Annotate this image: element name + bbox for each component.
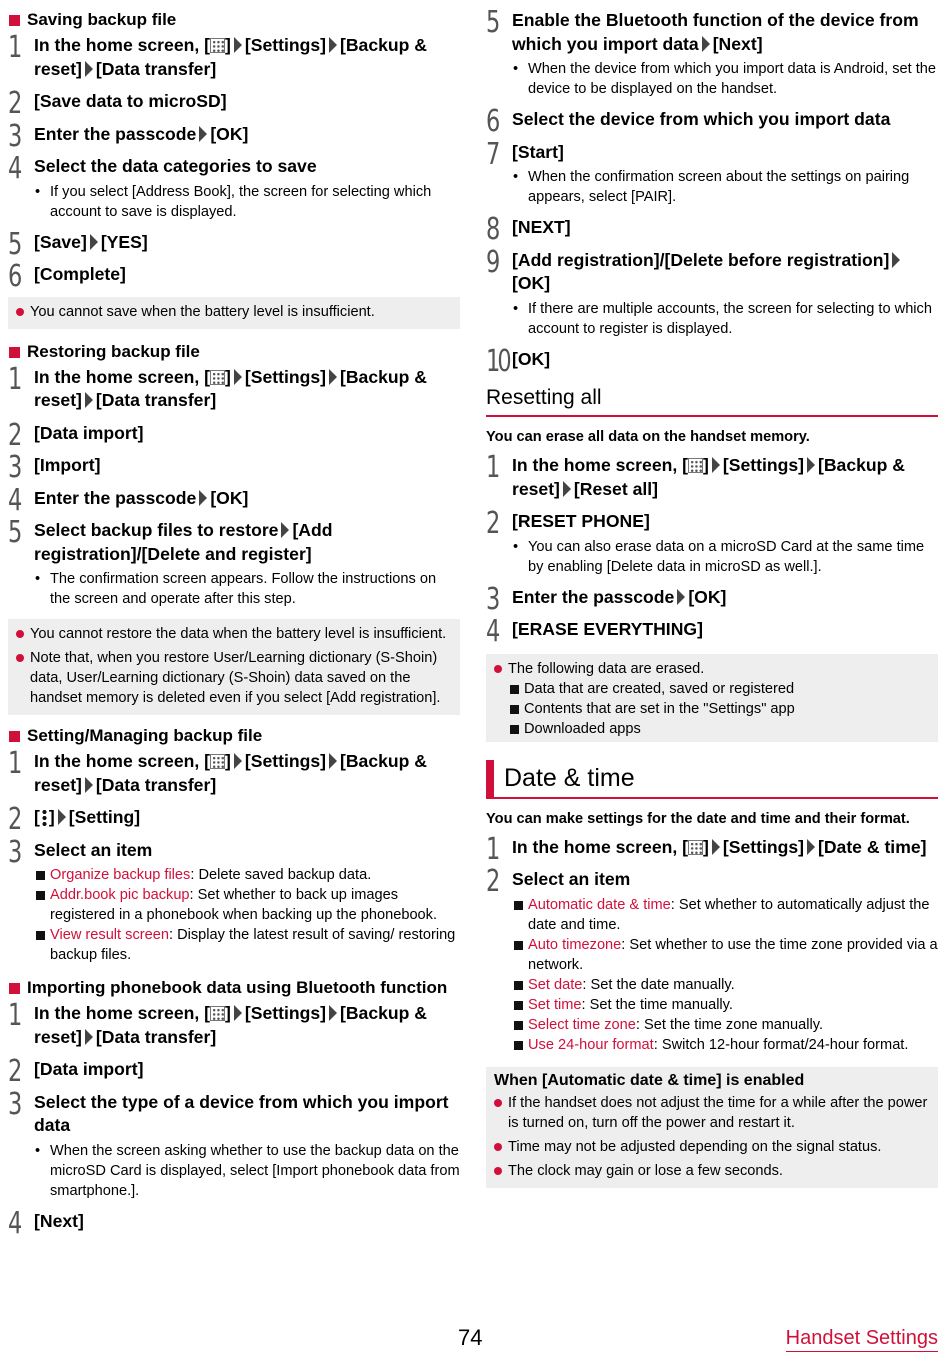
arrow-icon [85, 1029, 93, 1045]
step [486, 104, 938, 139]
step-text: [Next] [34, 1210, 84, 1231]
step [8, 226, 460, 262]
step [8, 118, 460, 154]
step-number: 1 [8, 30, 21, 65]
step-text: [Data transfer] [95, 390, 217, 410]
step-text: [Backup & reset] [34, 1003, 427, 1047]
step-number: 5 [8, 226, 21, 262]
bullet: • If you select [Address Book], the screen for selecting which account to save is displayed. [8, 182, 460, 222]
lead-text: You can erase all data on the handset memory. [486, 429, 810, 445]
apps-icon [210, 1006, 225, 1021]
right-column [486, 0, 938, 1188]
item-name: Automatic date & time [528, 896, 671, 913]
step [486, 136, 938, 172]
step [486, 212, 938, 247]
step-text: [Start] [512, 141, 564, 162]
page-number: 74 [458, 1325, 483, 1350]
step-text: [OK] [688, 586, 727, 607]
step-text: In the home screen, [ [34, 366, 210, 387]
arrow-icon [329, 37, 337, 53]
step-text: ] [224, 366, 231, 387]
step-text: [Settings] [244, 751, 326, 771]
step-text: [Backup & reset] [512, 455, 905, 499]
list-item [486, 1035, 938, 1055]
step-text: Select an item [34, 839, 153, 860]
step-text: Enter the passcode [34, 487, 197, 508]
step-text: [Add registration]/[Delete and register] [34, 520, 333, 564]
step-text: [RESET PHONE] [512, 511, 650, 531]
bullet: • When the device from which you import data is Android, set the device to be displayed on the handset. [486, 59, 938, 99]
arrow-icon [807, 457, 815, 473]
step [486, 244, 938, 296]
step-text: [Data import] [34, 1059, 144, 1079]
item-desc: : Delete saved backup data. [190, 867, 372, 883]
step-number: 2 [8, 802, 21, 837]
step-text: [Settings] [244, 1003, 326, 1023]
step-text: [Data import] [34, 422, 144, 443]
arrow-icon [563, 481, 571, 497]
list-item [8, 885, 460, 925]
step-text: In the home screen, [ [34, 751, 210, 771]
step-number: 2 [8, 417, 21, 453]
list-item [8, 865, 460, 885]
step-text: ] [48, 807, 55, 827]
item-desc: : Display the latest result of saving/ restoring backup files. [50, 927, 456, 963]
heading-date-time: Date & time [486, 760, 938, 799]
arrow-icon [892, 252, 900, 268]
step-number: 1 [8, 361, 21, 397]
step-number: 5 [8, 515, 21, 550]
step-text: Select an item [512, 869, 631, 889]
step-text: [Save data to microSD] [34, 91, 227, 111]
step-text: Select backup files to restore [34, 520, 279, 540]
step-number: 5 [486, 5, 499, 40]
note-box [8, 297, 460, 329]
arrow-icon [85, 61, 93, 77]
step [8, 151, 460, 186]
list-item [486, 995, 938, 1015]
note-subitem: Contents that are set in the "Settings" app [494, 699, 932, 719]
step-number: 3 [8, 450, 21, 485]
step-text: [Import] [34, 455, 101, 475]
arrow-icon [199, 490, 207, 506]
step-text: Select the data categories to save [34, 156, 317, 176]
note-box [486, 654, 938, 742]
bullet: • The confirmation screen appears. Follow the instructions on the screen and operate after this step. [8, 569, 460, 609]
step-text: [Settings] [722, 455, 804, 475]
bullet: • When the confirmation screen about the settings on pairing appears, select [PAIR]. [486, 167, 938, 207]
step [486, 343, 938, 379]
step-number: 4 [8, 482, 21, 518]
item-name: Organize backup files [50, 867, 191, 883]
step [486, 450, 938, 501]
item-desc: : Switch 12-hour format/24-hour format. [653, 1036, 909, 1053]
item-desc: : Set the time zone manually. [635, 1016, 824, 1033]
step-number: 2 [8, 1054, 21, 1089]
arrow-icon [234, 369, 242, 385]
item-name: Auto timezone [528, 936, 622, 953]
step-number: 1 [8, 998, 21, 1033]
step-text: [Date & time] [817, 836, 927, 857]
step-text: [YES] [100, 231, 148, 252]
section-title: Restoring backup file [27, 341, 200, 361]
step [8, 515, 460, 566]
step-text: In the home screen, [ [34, 35, 210, 55]
left-column [8, 0, 460, 1241]
note-item: The clock may gain or lose a few seconds. [494, 1161, 932, 1181]
step-text: [Next] [712, 33, 763, 54]
step-text: ] [702, 836, 709, 857]
step [8, 417, 460, 453]
step [8, 746, 460, 797]
section-managing-backup [8, 725, 460, 747]
step-text: [Add registration]/[Delete before registration] [512, 249, 890, 270]
item-name: View result screen [50, 927, 169, 943]
list-item [486, 935, 938, 975]
step-number: 1 [486, 450, 499, 485]
step-text: [Reset all] [573, 478, 659, 499]
arrow-icon [677, 589, 685, 605]
step [8, 834, 460, 870]
step-text: [Save] [34, 231, 87, 252]
step [8, 259, 460, 294]
arrow-icon [234, 37, 242, 53]
step-number: 4 [8, 151, 21, 186]
footer-section-link[interactable]: Handset Settings [786, 1325, 938, 1352]
section-title: Saving backup file [27, 10, 177, 29]
item-desc: : Set whether to back up images registered in a phonebook when backing up the phonebook. [50, 887, 438, 923]
step-text: [ [34, 807, 40, 827]
arrow-icon [85, 392, 93, 408]
step-number: 9 [486, 244, 499, 280]
step [8, 1205, 460, 1241]
arrow-icon [90, 234, 98, 250]
bullet: • You can also erase data on a microSD Card at the same time by enabling [Delete data in microSD as well.]. [486, 537, 938, 577]
step-text: [OK] [210, 123, 249, 144]
step [8, 1054, 460, 1089]
step [8, 361, 460, 413]
item-name: Select time zone [528, 1016, 636, 1033]
heading-resetting-all: Resetting all [486, 385, 938, 417]
step-text: In the home screen, [ [34, 1003, 210, 1023]
note-box [8, 619, 460, 715]
step [486, 506, 938, 541]
step-text: [OK] [512, 273, 551, 293]
step-text: [Setting] [68, 807, 141, 827]
arrow-icon [807, 839, 815, 855]
step-text: [ERASE EVERYTHING] [512, 619, 703, 639]
lead-text: You can make settings for the date and time and their format. [486, 810, 910, 827]
arrow-icon [702, 36, 710, 52]
note-item: If the handset does not adjust the time for a while after the power is turned on, turn off the power and restart it. [494, 1093, 932, 1133]
step [8, 30, 460, 81]
step-text: In the home screen, [ [512, 836, 688, 857]
step [486, 5, 938, 56]
bullet: • When the screen asking whether to use the backup data on the microSD Card is displayed, select [Import phonebook data from smartphone.]. [8, 1141, 460, 1201]
step-text: [Settings] [244, 35, 326, 55]
step-text: [Data transfer] [95, 58, 217, 79]
section-saving-backup [8, 9, 460, 31]
note-heading: When [Automatic date & time] is enabled [494, 1071, 805, 1089]
step-number: 10 [486, 343, 509, 379]
step-text: [Data transfer] [95, 1026, 217, 1047]
arrow-icon [58, 809, 66, 825]
item-name: Addr.book pic backup [50, 887, 190, 903]
step-number: 3 [8, 834, 21, 870]
step-number: 6 [486, 104, 499, 139]
step-number: 3 [486, 581, 499, 617]
note-subitem: Data that are created, saved or registered [494, 679, 932, 699]
arrow-icon [199, 126, 207, 142]
arrow-icon [281, 522, 289, 538]
step-text: [Backup & reset] [34, 751, 427, 795]
note-item: Time may not be adjusted depending on the signal status. [494, 1137, 932, 1157]
step [8, 1086, 460, 1138]
more-options-icon [40, 809, 49, 826]
step-number: 1 [8, 746, 21, 781]
item-desc: : Set the date manually. [582, 976, 735, 993]
step [486, 831, 938, 867]
step-text: ] [702, 455, 709, 475]
step-text: Enter the passcode [34, 123, 197, 144]
step-text: [Backup & reset] [34, 35, 427, 79]
arrow-icon [329, 369, 337, 385]
step [8, 450, 460, 485]
step-text: Enable the Bluetooth function of the device from which you import data [512, 10, 919, 54]
step-text: [Data transfer] [95, 774, 217, 795]
item-desc: : Set the time manually. [581, 996, 733, 1013]
step-text: [Complete] [34, 264, 126, 284]
list-item [8, 925, 460, 965]
arrow-icon [329, 753, 337, 769]
step-number: 2 [8, 86, 21, 121]
bullet: • If there are multiple accounts, the screen for selecting to which account to register is displayed. [486, 299, 938, 339]
arrow-icon [329, 1005, 337, 1021]
note-item: Note that, when you restore User/Learning dictionary (S-Shoin) data, User/Learning dictionary (S-Shoin) data saved on the handset memory is deleted even if you select [Add registration]. [16, 648, 454, 708]
step-number: 7 [486, 136, 499, 172]
step-text: Select the device from which you import data [512, 109, 891, 129]
step-number: 4 [486, 614, 499, 649]
apps-icon [688, 840, 703, 855]
note-item: The following data are erased. [494, 659, 932, 679]
arrow-icon [712, 457, 720, 473]
step-text: [Settings] [722, 836, 804, 857]
step-text: [NEXT] [512, 217, 571, 237]
section-title: Importing phonebook data using Bluetooth function [27, 978, 448, 997]
note-subitem: Downloaded apps [494, 719, 932, 739]
note-item: You cannot restore the data when the battery level is insufficient. [16, 624, 454, 644]
section-title: Setting/Managing backup file [27, 726, 263, 745]
step-number: 6 [8, 259, 21, 294]
step-text: [Settings] [244, 366, 326, 387]
step-text: ] [224, 35, 231, 55]
step-text: [OK] [512, 348, 551, 369]
step-number: 2 [486, 506, 499, 541]
arrow-icon [234, 753, 242, 769]
section-importing-bluetooth [8, 977, 460, 999]
step [8, 482, 460, 518]
step-number: 1 [486, 831, 499, 867]
step [486, 864, 938, 899]
step-text: ] [224, 751, 231, 771]
step [8, 86, 460, 121]
list-item [486, 1015, 938, 1035]
arrow-icon [85, 777, 93, 793]
step-number: 4 [8, 1205, 21, 1241]
apps-icon [688, 458, 703, 473]
item-desc: : Set whether to use the time zone provided via a network. [528, 936, 938, 973]
step [8, 998, 460, 1049]
apps-icon [210, 754, 225, 769]
list-item [486, 975, 938, 995]
step [8, 802, 460, 837]
section-restoring-backup [8, 341, 460, 363]
item-name: Set date [528, 976, 583, 993]
note-item: You cannot save when the battery level is insufficient. [16, 302, 454, 322]
step-number: 3 [8, 1086, 21, 1122]
step-text: ] [224, 1003, 231, 1023]
item-name: Set time [528, 996, 582, 1013]
arrow-icon [712, 839, 720, 855]
apps-icon [210, 38, 225, 53]
arrow-icon [234, 1005, 242, 1021]
step-text: In the home screen, [ [512, 455, 688, 475]
step [486, 614, 938, 649]
step-number: 3 [8, 118, 21, 154]
item-desc: : Set whether to automatically adjust the date and time. [528, 896, 930, 933]
step-text: Enter the passcode [512, 586, 675, 607]
apps-icon [210, 370, 225, 385]
step-text: [OK] [210, 487, 249, 508]
step [486, 581, 938, 617]
item-name: Use 24-hour format [528, 1036, 654, 1053]
step-text: Select the type of a device from which you import data [34, 1091, 449, 1135]
step-number: 8 [486, 212, 499, 247]
list-item [486, 895, 938, 935]
step-number: 2 [486, 864, 499, 899]
note-box [486, 1067, 938, 1188]
step-text: [Backup & reset] [34, 366, 427, 410]
